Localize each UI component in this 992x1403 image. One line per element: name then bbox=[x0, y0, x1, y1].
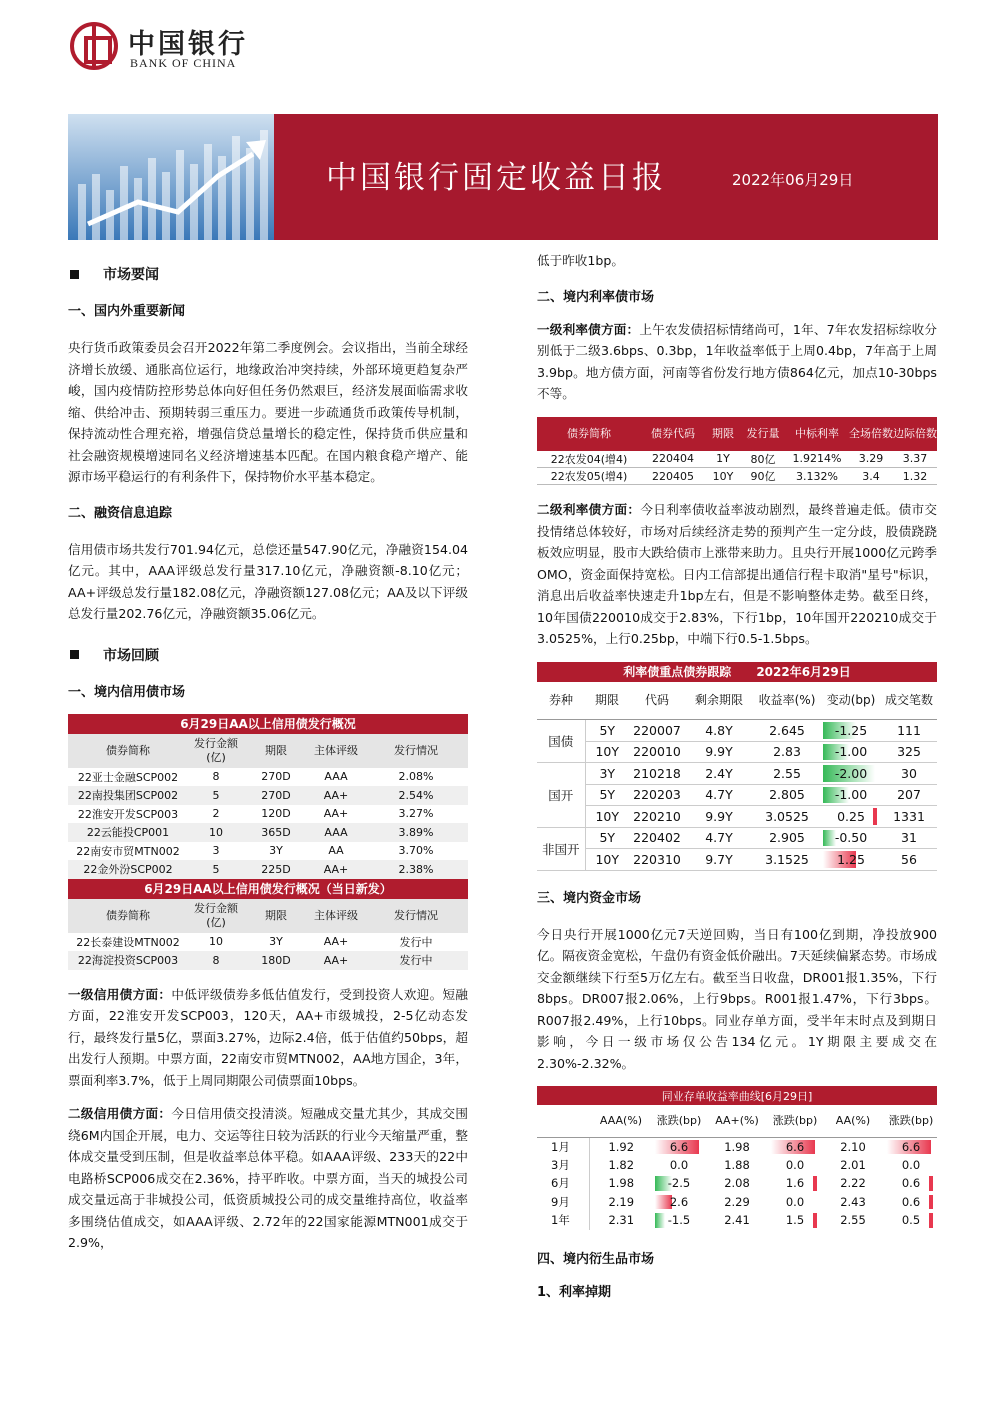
table-cell: 发行中 bbox=[399, 935, 433, 949]
change-cell bbox=[821, 849, 881, 871]
table-cell: 3Y bbox=[269, 844, 283, 858]
positive-change-bar bbox=[873, 808, 877, 825]
column-header: 发行金额(亿) bbox=[188, 734, 244, 768]
change-value: 0.5 bbox=[901, 1213, 921, 1228]
table-cell: 2.29 bbox=[724, 1194, 750, 1209]
table-cell: 2.4Y bbox=[685, 763, 753, 785]
table-row bbox=[537, 1174, 937, 1193]
table-cell: 2.83 bbox=[753, 741, 821, 763]
table-cell: 4.7Y bbox=[685, 784, 753, 806]
change-value: 0.0 bbox=[669, 1157, 689, 1172]
table-cell: 2.10 bbox=[840, 1139, 866, 1154]
section-title: 市场回顾 bbox=[103, 647, 159, 664]
subsection-title: 三、境内资金市场 bbox=[537, 890, 642, 906]
column-header: 涨跌(bp) bbox=[769, 1105, 821, 1137]
table-cell: 2.54% bbox=[364, 786, 468, 805]
news-paragraph: 央行货币政策委员会召开2022年第二季度例会。会议指出，当前全球经济增长放缓、通胀高位运行，地缘政治冲突持续，外部环境更趋复杂严峻，国内疫情防控形势总体向好但任务仍然艰巨，经济发展面临需求收缩、供给冲击、预期转弱三重压力。要进一步疏通货币政策传导机制，保持流动性合理充裕，增强信贷总量增长的稳定性，保持货币供应量和社会融资规模增速同名义经济增速基本匹配。在国内粮食稳产增产、能源市场平稳运行的有利条件下，保持物价水平基本稳定。 bbox=[68, 340, 468, 484]
change-cell bbox=[653, 1174, 705, 1193]
primary-credit-paragraph bbox=[68, 984, 468, 1092]
positive-change-bar bbox=[813, 1176, 817, 1191]
caption-date: 2022年6月29日 bbox=[756, 665, 851, 679]
change-value: 1.5 bbox=[785, 1213, 805, 1228]
table-cell: 9.9Y bbox=[685, 806, 753, 828]
table-cell: 3.27% bbox=[398, 807, 434, 821]
table-cell: 22淮安开发SCP003 bbox=[77, 807, 179, 821]
table-cell: 80亿 bbox=[741, 451, 785, 468]
column-header: 期限 bbox=[244, 899, 308, 933]
column-header: AA(%) bbox=[821, 1105, 885, 1137]
table-cell: 22南安市贸MTN002 bbox=[76, 844, 180, 858]
table-cell: 22海淀投资SCP003 bbox=[68, 951, 188, 970]
table-cell: 325 bbox=[881, 741, 937, 763]
change-cell bbox=[821, 806, 881, 828]
table-cell: 9.9Y bbox=[685, 741, 753, 763]
table-cell: 1.92 bbox=[608, 1139, 635, 1154]
table-cell: 9.7Y bbox=[685, 849, 753, 871]
table-cell: 2.08% bbox=[398, 770, 434, 784]
table-row bbox=[68, 933, 468, 952]
square-bullet-icon bbox=[70, 270, 79, 279]
paragraph-label: 一级利率债方面： bbox=[537, 321, 640, 337]
table-cell: 3Y bbox=[585, 763, 629, 785]
column-header: 期限 bbox=[705, 417, 741, 451]
table-cell: 3.4 bbox=[849, 468, 893, 485]
table-cell: 2.41 bbox=[724, 1213, 750, 1228]
table-cell: 56 bbox=[881, 849, 937, 871]
right-column bbox=[537, 250, 937, 1314]
banner-growth-image bbox=[68, 114, 274, 240]
section-market-review bbox=[68, 645, 468, 665]
table-row bbox=[68, 768, 468, 787]
column-header: 成交笔数 bbox=[881, 682, 937, 720]
table-cell: AA+ bbox=[308, 860, 364, 879]
column-header: 代码 bbox=[629, 682, 685, 720]
table-cell: AAA bbox=[308, 823, 364, 842]
change-cell bbox=[821, 720, 881, 742]
column-header: 债券代码 bbox=[641, 417, 705, 451]
column-header: 主体评级 bbox=[308, 734, 364, 768]
left-column bbox=[68, 256, 468, 1254]
table-cell: 2.55 bbox=[840, 1213, 866, 1228]
column-header: 期限 bbox=[244, 734, 308, 768]
table-row bbox=[68, 860, 468, 879]
table-cell: 30 bbox=[881, 763, 937, 785]
section-market-news bbox=[68, 264, 468, 284]
table-cell: 270D bbox=[244, 786, 308, 805]
change-value: 0.0 bbox=[785, 1157, 805, 1172]
table-cell: 2.905 bbox=[753, 827, 821, 849]
paragraph-label: 二级利率债方面： bbox=[537, 502, 641, 517]
table-cell: 5 bbox=[188, 860, 244, 879]
column-header: 涨跌(bp) bbox=[885, 1105, 937, 1137]
change-value: -0.50 bbox=[834, 830, 868, 846]
change-cell bbox=[769, 1156, 821, 1175]
table-row bbox=[68, 786, 468, 805]
change-value: 1.25 bbox=[837, 851, 865, 867]
rate-bond-tender-table bbox=[537, 417, 937, 486]
table-cell: 1.32 bbox=[893, 468, 937, 485]
bond-type-cell: 国债 bbox=[537, 720, 585, 763]
column-header: AAA(%) bbox=[589, 1105, 653, 1137]
logo-chinese-name: 中国银行 bbox=[128, 29, 248, 60]
subsection-title: 一、国内外重要新闻 bbox=[68, 304, 186, 319]
change-cell bbox=[821, 741, 881, 763]
table-cell: 1331 bbox=[881, 806, 937, 828]
table-cell: 22亚士金融SCP002 bbox=[77, 770, 179, 784]
table-cell: 1.98 bbox=[724, 1139, 750, 1154]
column-header: 券种 bbox=[537, 682, 585, 720]
change-value: 6.6 bbox=[901, 1139, 921, 1154]
term-cell: 3月 bbox=[537, 1156, 589, 1175]
column-header: 全场倍数 bbox=[849, 417, 893, 451]
table-cell: 90亿 bbox=[741, 468, 785, 485]
table-row bbox=[537, 806, 937, 828]
change-value: -1.00 bbox=[834, 744, 868, 760]
subsection-title: 一、境内信用债市场 bbox=[68, 684, 186, 700]
table-cell: 2.22 bbox=[840, 1176, 866, 1191]
change-cell bbox=[653, 1211, 705, 1230]
bank-of-china-emblem-icon bbox=[70, 22, 118, 70]
column-header: 发行情况 bbox=[364, 899, 468, 933]
table-cell: 1.9214% bbox=[785, 451, 849, 468]
table-cell: 2.31 bbox=[608, 1213, 635, 1228]
primary-rate-paragraph bbox=[537, 319, 937, 405]
table-row bbox=[68, 823, 468, 842]
change-value: 0.25 bbox=[837, 808, 865, 824]
table-cell: 10 bbox=[209, 935, 223, 949]
bond-type-cell: 非国开 bbox=[537, 827, 585, 870]
negative-change-bar bbox=[655, 1213, 665, 1228]
table-cell: 10Y bbox=[705, 468, 741, 485]
table-cell: 发行中 bbox=[364, 951, 468, 970]
term-cell: 1月 bbox=[537, 1137, 589, 1156]
table-cell: 3.0525 bbox=[753, 806, 821, 828]
column-header: 债券简称 bbox=[68, 899, 188, 933]
table-cell: 22金外汾SCP002 bbox=[68, 860, 188, 879]
column-header: 涨跌(bp) bbox=[653, 1105, 705, 1137]
paragraph-text: 今日信用债交投清淡。短融成交量尤其少，其成交围绕6M内国企开展，电力、交运等往日较为活跃的行业今天缩量严重，整体成交量受到压制，但是收益率总体平稳。如AAA评级、233天的22中电路桥SCP006成交在2.36%，持平昨收。中票方面，当天的城投公司成交量远高于非城投公司，低资质城投公司的成交量维持高位，收益率多围绕估值成交，如AAA评级、2.72年的22国家能源MTN001成交于2.9%， bbox=[68, 1106, 469, 1250]
paragraph-text: 中低评级债券多低估值发行，受到投资人欢迎。短融方面，22淮安开发SCP003，120天，AA+市级城投，2-5亿动态发行，最终发行量5亿，票面3.27%，边际2.4倍，低于估值约50bps，超出发行人预期。中票方面，22南安市贸MTN002，AA地方国企，3年，票面利率3.7%，低于上周同期限公司债票面10bps。 bbox=[68, 986, 469, 1088]
table-cell: 22南投集团SCP002 bbox=[68, 786, 188, 805]
paragraph-text: 上午农发债招标情绪尚可，1年、7年农发招标综收分别低于二级3.6bps、0.3bp，1年收益率低于上周0.4bp，7年高于上周3.9bp。地方债方面，河南等省份发行地方债864亿元，加点10-30bps不等。 bbox=[537, 321, 937, 401]
table-cell: 8 bbox=[212, 770, 220, 784]
table-cell: 2.55 bbox=[753, 763, 821, 785]
table-cell: 8 bbox=[188, 951, 244, 970]
report-title: 中国银行固定收益日报 bbox=[326, 160, 666, 196]
table-row bbox=[68, 805, 468, 824]
table-cell: AA bbox=[328, 844, 344, 858]
positive-change-bar bbox=[929, 1195, 933, 1210]
table-cell: 3 bbox=[212, 844, 220, 858]
money-market-paragraph: 今日央行开展1000亿元7天逆回购，当日有100亿到期，净投放900亿。隔夜资金宽松，午盘仍有资金低价融出。7天延续偏紧态势。市场成交金额继续下行至5万亿左右。截至当日收盘，DR001报1.35%，下行8bps。DR007报2.06%，上行9bps。R001报1.47%，下行3bps。R007报2.49%，上行10bps。同业存单方面，受半年末时点及到期日影响，今日一级市场仅公告134亿元。1Y期限主要成交在2.30%-2.32%。 bbox=[537, 926, 937, 1071]
paragraph-text: 今日利率债收益率波动剧烈，最终普遍走低。债市交投情绪总体较好，市场对后续经济走势的预判产生一定分歧，股债跷跷板效应明显，股市大跌给债市上涨带来助力。且央行开展1000亿元跨季OMO，资金面保持宽松。日内工信部提出通信行程卡取消"星号"标识，消息出后收益率快速走升1bp左右，但是不影响整体走势。截至日终，10年国债220010成交于2.83%，下行1bp，10年国开220210成交于3.0525%，上行0.25bp，中端下行0.5-1.5bps。 bbox=[537, 502, 938, 646]
column-header: AA+(%) bbox=[705, 1105, 769, 1137]
table-cell: 1.82 bbox=[608, 1157, 635, 1172]
change-value: -2.5 bbox=[667, 1176, 691, 1191]
table-row bbox=[68, 842, 468, 861]
change-cell bbox=[769, 1211, 821, 1230]
positive-change-bar bbox=[813, 1213, 817, 1228]
column-header: 债券简称 bbox=[68, 734, 188, 768]
change-cell bbox=[885, 1211, 937, 1230]
table-cell: 3.1525 bbox=[753, 849, 821, 871]
bond-type-cell: 国开 bbox=[537, 763, 585, 828]
change-value: 6.6 bbox=[785, 1139, 805, 1154]
table-row bbox=[537, 827, 937, 849]
table-cell: 3.37 bbox=[893, 451, 937, 468]
paragraph-label: 二级信用债方面： bbox=[68, 1106, 172, 1121]
change-value: -1.25 bbox=[834, 722, 868, 738]
report-banner bbox=[68, 114, 938, 240]
positive-change-bar bbox=[929, 1213, 933, 1228]
table-cell: 31 bbox=[881, 827, 937, 849]
table-cell: 2.01 bbox=[840, 1157, 866, 1172]
table-cell: 220405 bbox=[641, 468, 705, 485]
change-cell bbox=[769, 1193, 821, 1212]
column-header: 期限 bbox=[585, 682, 629, 720]
term-cell: 1年 bbox=[537, 1211, 589, 1230]
change-cell bbox=[653, 1156, 705, 1175]
change-cell bbox=[821, 784, 881, 806]
change-value: 1.6 bbox=[785, 1176, 805, 1191]
table-cell: 2.43 bbox=[840, 1194, 866, 1209]
table-row bbox=[537, 720, 937, 742]
key-rate-bond-table bbox=[537, 662, 937, 871]
table-cell: 220210 bbox=[629, 806, 685, 828]
table-cell: 2.805 bbox=[753, 784, 821, 806]
table-cell: 5Y bbox=[585, 827, 629, 849]
change-value: -2.00 bbox=[834, 765, 868, 781]
positive-change-bar bbox=[929, 1176, 933, 1191]
table-cell: 5 bbox=[188, 786, 244, 805]
table-caption bbox=[537, 662, 937, 682]
change-cell bbox=[885, 1174, 937, 1193]
table-cell: 120D bbox=[261, 807, 291, 821]
credit-issuance-table bbox=[68, 714, 468, 879]
column-header: 发行金额(亿) bbox=[188, 899, 244, 933]
column-header: 中标利率 bbox=[785, 417, 849, 451]
table-caption: 同业存单收益率曲线[6月29日] bbox=[537, 1086, 937, 1105]
table-row bbox=[537, 784, 937, 806]
ncd-yield-curve-table bbox=[537, 1086, 937, 1230]
change-value: 6.6 bbox=[669, 1139, 689, 1154]
table-cell: 270D bbox=[261, 770, 291, 784]
table-cell: 5Y bbox=[585, 784, 629, 806]
column-header: 剩余期限 bbox=[685, 682, 753, 720]
change-cell bbox=[885, 1156, 937, 1175]
table-cell: 365D bbox=[244, 823, 308, 842]
table-row bbox=[537, 1211, 937, 1230]
change-value: 0.6 bbox=[901, 1176, 921, 1191]
table-cell: 22农发05(增4) bbox=[537, 468, 641, 485]
financing-paragraph: 信用债市场共发行701.94亿元，总偿还量547.90亿元，净融资154.04亿元。其中，AAA评级总发行量317.10亿元，净融资额-8.10亿元；AA+评级总发行量182.08亿元，净融资额127.08亿元；AA及以下评级总发行量202.76亿元，净融资额35.06亿元。 bbox=[68, 541, 468, 621]
change-cell bbox=[653, 1193, 705, 1212]
table-cell: 220010 bbox=[629, 741, 685, 763]
change-value: 2.6 bbox=[669, 1194, 689, 1209]
table-row bbox=[68, 951, 468, 970]
table-cell: 1.98 bbox=[608, 1176, 635, 1191]
table-row bbox=[537, 468, 937, 485]
subsection-title: 二、境内利率债市场 bbox=[537, 289, 655, 305]
table-cell: 2.645 bbox=[753, 720, 821, 742]
subsection-title: 二、融资信息追踪 bbox=[68, 505, 173, 521]
table-cell: 2.08 bbox=[724, 1176, 750, 1191]
table-cell: 1.88 bbox=[724, 1157, 750, 1172]
caption-text: 利率债重点债券跟踪 bbox=[623, 665, 732, 679]
change-value: -1.5 bbox=[667, 1213, 691, 1228]
table-row bbox=[537, 1193, 937, 1212]
change-value: -1.00 bbox=[834, 787, 868, 803]
table-row bbox=[537, 1137, 937, 1156]
table-cell: AA+ bbox=[323, 935, 349, 949]
table-cell: 3.132% bbox=[785, 468, 849, 485]
table-cell: 3.29 bbox=[849, 451, 893, 468]
change-cell bbox=[769, 1137, 821, 1156]
table-cell: 22农发04(增4) bbox=[537, 451, 641, 468]
column-header: 收益率(%) bbox=[753, 682, 821, 720]
change-cell bbox=[821, 827, 881, 849]
table-cell: AA+ bbox=[308, 786, 364, 805]
table-cell: 3Y bbox=[269, 935, 283, 949]
table-cell: AAA bbox=[324, 770, 348, 784]
table-cell: 111 bbox=[881, 720, 937, 742]
table-caption: 6月29日AA以上信用债发行概况（当日新发） bbox=[68, 879, 468, 899]
table-cell: 22云能投CP001 bbox=[68, 823, 188, 842]
change-value: 0.0 bbox=[901, 1157, 921, 1172]
table-cell: 225D bbox=[244, 860, 308, 879]
subsection-title: 1、利率掉期 bbox=[537, 1284, 612, 1300]
change-cell bbox=[885, 1193, 937, 1212]
column-header: 发行情况 bbox=[364, 734, 468, 768]
table-cell: 210218 bbox=[629, 763, 685, 785]
table-cell: 1Y bbox=[705, 451, 741, 468]
column-header: 债券简称 bbox=[537, 417, 641, 451]
table-row bbox=[537, 1156, 937, 1175]
table-cell: 4.7Y bbox=[685, 827, 753, 849]
credit-new-issuance-table bbox=[68, 879, 468, 970]
table-cell: 2 bbox=[212, 807, 220, 821]
table-cell: 207 bbox=[881, 784, 937, 806]
table-cell: 10Y bbox=[585, 849, 629, 871]
column-header-empty bbox=[537, 1105, 589, 1137]
change-cell bbox=[885, 1137, 937, 1156]
paragraph-label: 一级信用债方面： bbox=[68, 986, 172, 1002]
table-cell: 10Y bbox=[585, 741, 629, 763]
table-cell: AA+ bbox=[323, 807, 349, 821]
table-cell: 220310 bbox=[629, 849, 685, 871]
table-cell: 3.70% bbox=[398, 844, 434, 858]
column-header: 边际倍数 bbox=[893, 417, 937, 451]
table-cell: AA+ bbox=[308, 951, 364, 970]
secondary-credit-paragraph bbox=[68, 1103, 468, 1254]
logo-english-name: BANK OF CHINA bbox=[130, 56, 237, 70]
table-cell: 180D bbox=[244, 951, 308, 970]
report-date: 2022年06月29日 bbox=[732, 171, 854, 189]
section-title: 市场要闻 bbox=[103, 267, 159, 283]
table-row bbox=[537, 741, 937, 763]
table-cell: 2.19 bbox=[608, 1194, 635, 1209]
table-row bbox=[537, 763, 937, 785]
table-cell: 3.89% bbox=[364, 823, 468, 842]
table-row bbox=[537, 451, 937, 468]
bank-logo bbox=[70, 22, 270, 72]
change-cell bbox=[821, 763, 881, 785]
table-cell: 4.8Y bbox=[685, 720, 753, 742]
term-cell: 9月 bbox=[537, 1193, 589, 1212]
change-cell bbox=[653, 1137, 705, 1156]
table-cell: 22长泰建设MTN002 bbox=[76, 935, 180, 949]
table-cell: 220402 bbox=[629, 827, 685, 849]
table-cell: 5Y bbox=[585, 720, 629, 742]
table-cell: 220007 bbox=[629, 720, 685, 742]
table-row bbox=[537, 849, 937, 871]
square-bullet-icon bbox=[70, 650, 79, 659]
table-caption: 6月29日AA以上信用债发行概况 bbox=[68, 714, 468, 734]
subsection-title: 四、境内衍生品市场 bbox=[537, 1251, 655, 1267]
table-cell: 10Y bbox=[585, 806, 629, 828]
table-cell: 10 bbox=[188, 823, 244, 842]
table-cell: 220203 bbox=[629, 784, 685, 806]
column-header: 变动(bp) bbox=[821, 682, 881, 720]
change-cell bbox=[769, 1174, 821, 1193]
table-cell: 2.38% bbox=[364, 860, 468, 879]
column-header: 主体评级 bbox=[308, 899, 364, 933]
term-cell: 6月 bbox=[537, 1174, 589, 1193]
continued-text: 低于昨收1bp。 bbox=[537, 253, 624, 268]
change-value: 0.0 bbox=[785, 1194, 805, 1209]
column-header: 发行量 bbox=[741, 417, 785, 451]
change-value: 0.6 bbox=[901, 1194, 921, 1209]
table-cell: 220404 bbox=[641, 451, 705, 468]
secondary-rate-paragraph bbox=[537, 499, 937, 650]
